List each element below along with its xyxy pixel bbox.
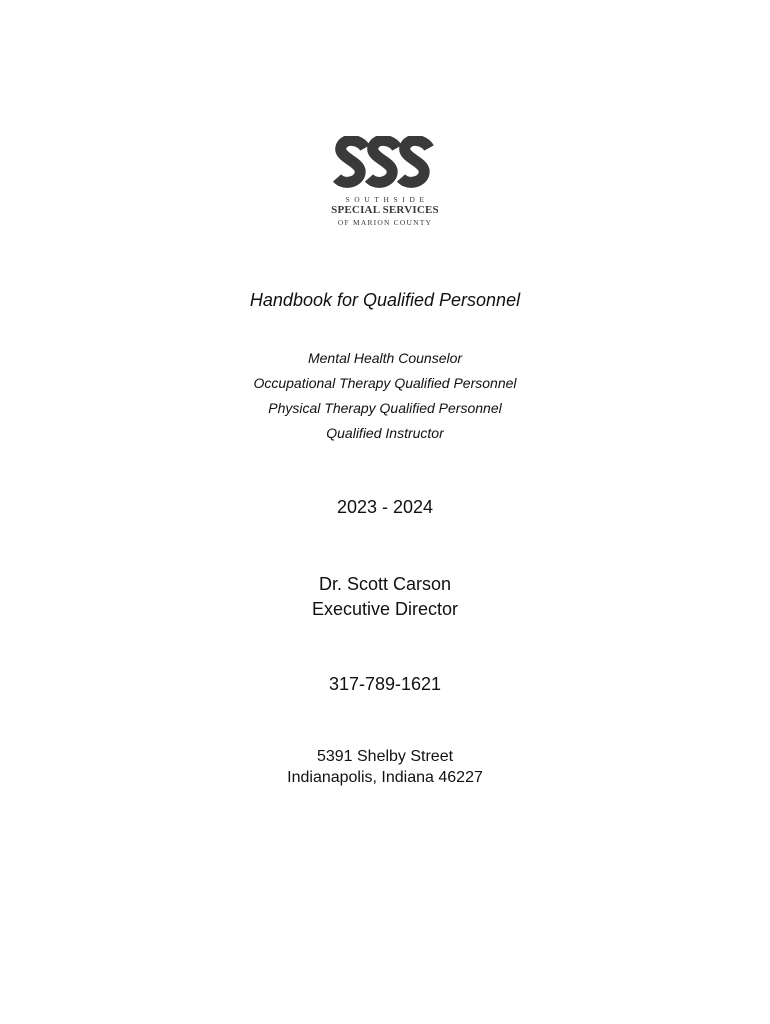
logo-text-southside: SOUTHSIDE [345, 195, 429, 204]
document-title: Handbook for Qualified Personnel [249, 290, 521, 310]
logo-text-special-services: SPECIAL SERVICES [331, 204, 439, 216]
director-block [0, 572, 770, 622]
address-block [0, 746, 770, 788]
address-city-state-zip: Indianapolis, Indiana 46227 [287, 769, 483, 786]
director-name: Dr. Scott Carson [318, 574, 452, 594]
sss-logo-mark-icon [320, 136, 450, 194]
address-street: 5391 Shelby Street [316, 748, 454, 765]
roles-list [0, 346, 770, 446]
role-item: Mental Health Counselor [307, 350, 463, 366]
logo-text-marion-county: OF MARION COUNTY [337, 218, 433, 227]
director-title: Executive Director [311, 599, 459, 619]
organization-logo [320, 136, 450, 230]
school-year: 2023 - 2024 [336, 497, 434, 517]
role-item: Physical Therapy Qualified Personnel [268, 400, 502, 416]
phone-number: 317-789-1621 [328, 674, 442, 694]
role-item: Qualified Instructor [326, 425, 444, 441]
role-item: Occupational Therapy Qualified Personnel [253, 375, 517, 391]
